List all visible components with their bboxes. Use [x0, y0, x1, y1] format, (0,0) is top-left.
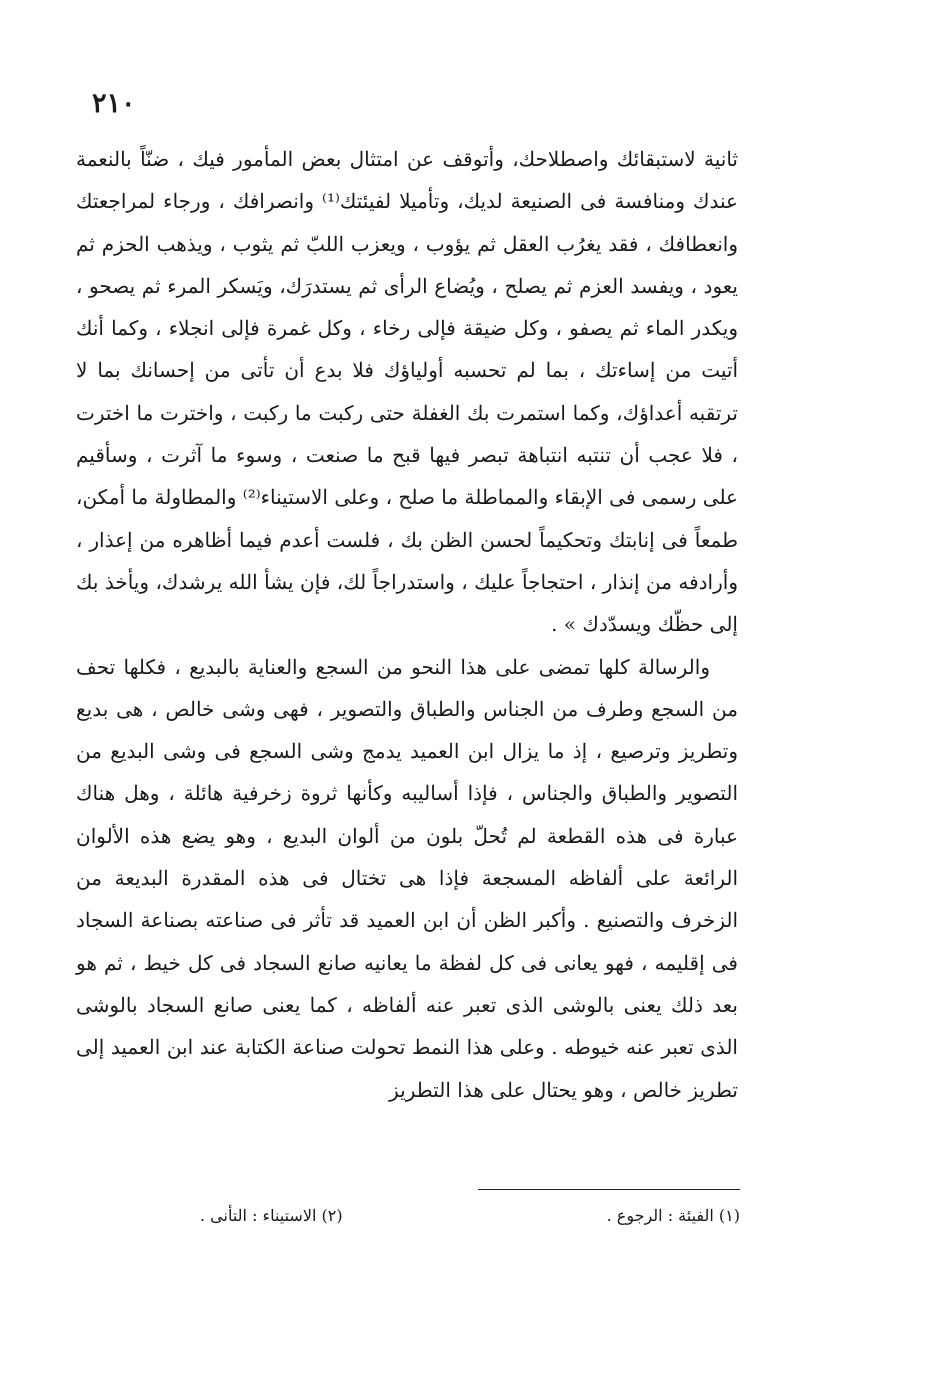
quote-paragraph: ثانية لاستبقائك واصطلاحك، وأتوقف عن امتثال بعض المأمور فيك ، ضنّاً بالنعمة عندك ومنافسة فى الصنيعة لديك، وتأميلا لفيئتك⁽¹⁾ وانصرافك ، ورجاء لمراجعتك وانعطافك ، فقد يغرُب العقل ثم يؤوب ، ويعزب اللبّ ثم يثوب ، ويذهب الحزم ثم يعود ، ويفسد العزم ثم يصلح ، ويُضاع الرأى ثم يستدرَك، ويَسكر المرء ثم يصحو ، ويكدر الماء ثم يصفو ، وكل ضيقة فإلى رخاء ، وكل غمرة فإلى انجلاء ، وكما أنك أتيت من إساءتك ، بما لم تحسبه أولياؤك فلا بدع أن تأتى من إحسانك بما لا ترتقبه أعداؤك، وكما استمرت بك الغفلة حتى ركبت ما ركبت ، واخترت ما اخترت ، فلا عجب أن تنتبه انتباهة تبصر فيها قبح ما صنعت ، وسوء ما آثرت ، وسأقيم على رسمى فى الإبقاء والمماطلة ما صلح ، وعلى الاستيناء⁽²⁾ والمطاولة ما أمكن، طمعاً فى إنابتك وتحكيماً لحسن الظن بك ، فلست أعدم فيما أظاهره من إعذار ، وأرادفه من إنذار ، احتجاجاً عليك ، واستدراجاً لك، فإن يشأ الله يرشدك، ويأخذ بك إلى حظّك ويسدّدك » .: [76, 147, 738, 637]
footnote-divider: [478, 1189, 740, 1190]
body-text: [76, 138, 738, 1111]
footnote-1: (١) الفيئة : الرجوع .: [606, 1206, 740, 1225]
footnotes: [200, 1206, 740, 1225]
page-number: ٢١٠: [92, 88, 136, 119]
footnote-2: (٢) الاستيناء : التأنى .: [200, 1206, 343, 1225]
main-paragraph: والرسالة كلها تمضى على هذا النحو من السجع والعناية بالبديع ، فكلها تحف من السجع وطرف من الجناس والطباق والتصوير ، فهى وشى خالص ، هى بديع وتطريز وترصيع ، إذ ما يزال ابن العميد يدمج وشى السجع فى وشى البديع من التصوير والطباق والجناس ، فإذا أساليبه وكأنها ثروة زخرفية هائلة ، وهل هناك عبارة فى هذه القطعة لم تُحلّ بلون من ألوان البديع ، وهو يضع هذه الألوان الرائعة على ألفاظه المسجعة فإذا هى تختال فى هذه المقدرة البديعة من الزخرف والتصنيع . وأكبر الظن أن ابن العميد قد تأثر فى صناعته بصناعة السجاد فى إقليمه ، فهو يعانى فى كل لفظة ما يعانيه صانع السجاد فى كل خيط ، ثم هو بعد ذلك يعنى بالوشى الذى تعبر عنه ألفاظه ، كما يعنى صانع السجاد بالوشى الذى تعبر عنه خيوطه . وعلى هذا النمط تحولت صناعة الكتابة عند ابن العميد إلى تطريز خالص ، وهو يحتال على هذا التطريز: [76, 654, 738, 1102]
